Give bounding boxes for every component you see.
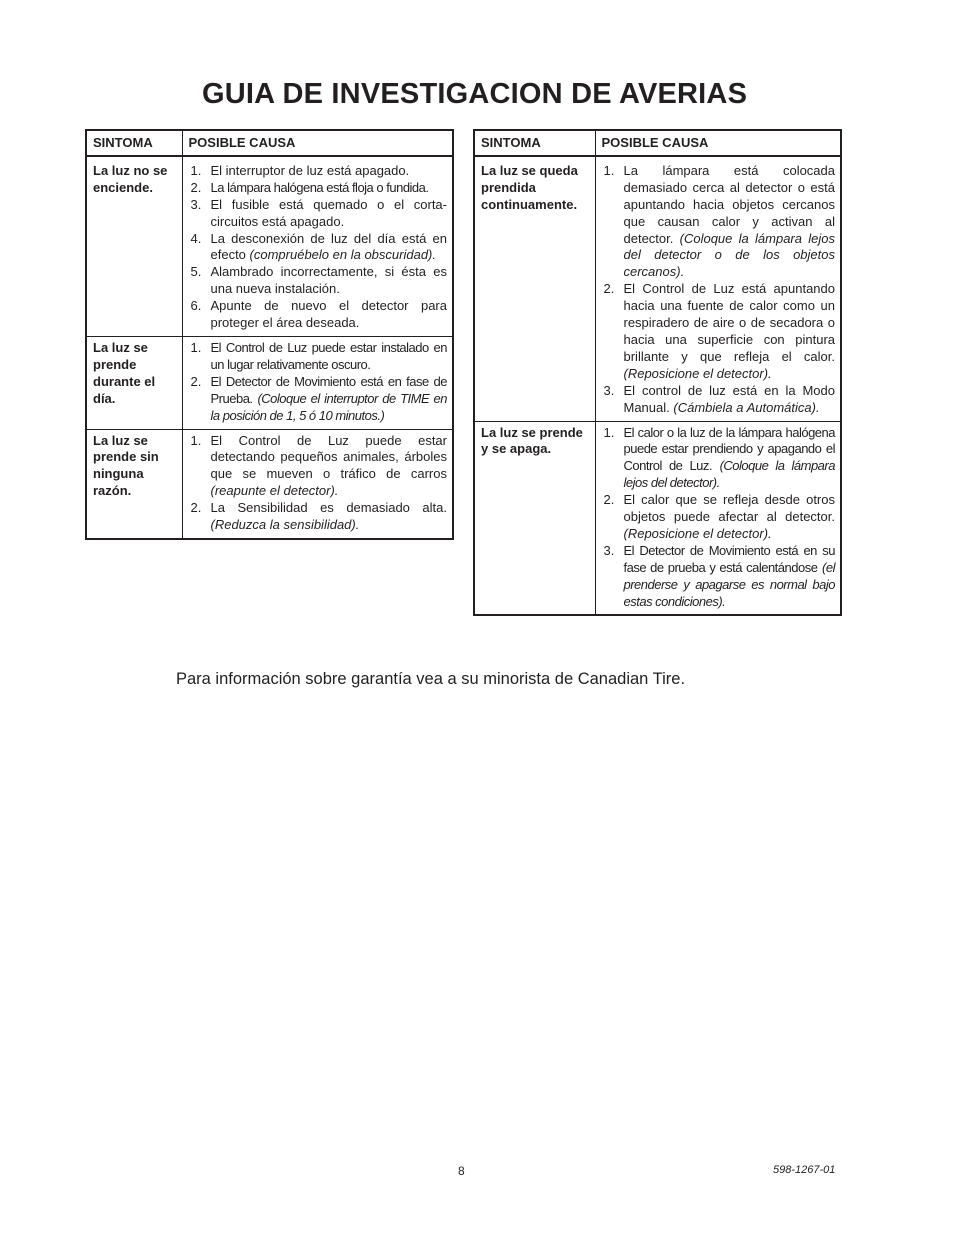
cause-hint: (Reposicione el detector). <box>623 525 772 541</box>
cause-item <box>188 197 448 231</box>
cause-item <box>188 340 448 374</box>
table-row <box>474 421 841 615</box>
cause-item <box>601 425 836 493</box>
symptom-header: SINTOMA <box>86 130 182 156</box>
cause-number: 1. <box>190 432 202 448</box>
cause-number: 2. <box>190 500 202 516</box>
cause-number: 4. <box>190 230 202 246</box>
cause-text: El Control de Luz puede estar detectando pequeños animales, árboles que se mueven o tráfico de carros <box>210 432 447 482</box>
cause-hint: (reapunte el detector). <box>210 483 339 499</box>
cause-header: POSIBLE CAUSA <box>595 130 841 156</box>
page-number: 8 <box>458 1164 465 1178</box>
cause-item <box>188 264 448 298</box>
cause-text: El calor que se refleja desde otros objetos puede afectar al detector. <box>623 492 835 525</box>
cause-text: Alambrado incorrectamente, si ésta es una nueva instalación. <box>210 264 447 297</box>
cause-hint: (Reduzca la sensibilidad). <box>210 517 360 533</box>
cause-number: 2. <box>190 179 202 195</box>
cause-text: El calor o la luz de la lámpara halógena puede estar prendiendo y apagando el Control de Luz. <box>623 424 835 474</box>
cause-text: El control de luz está en la Modo Manual. <box>623 382 835 415</box>
cause-hint: (compruébelo en la obscuridad). <box>249 247 436 263</box>
cause-list <box>188 340 448 425</box>
table-row <box>86 160 453 337</box>
cause-text: La desconexión de luz del día está en efecto <box>210 230 447 263</box>
cause-number: 5. <box>190 264 202 280</box>
cause-text: La Sensibilidad es demasiado alta. <box>210 500 447 516</box>
symptom-cell: La luz se prende y se apaga. <box>474 421 595 615</box>
cause-text: La lámpara halógena está floja o fundida. <box>210 179 429 195</box>
cause-hint: (el prenderse y apagarse es normal bajo estas condiciones). <box>623 559 835 609</box>
cause-text: El Control de Luz puede estar instalado en un lugar relativamente oscuro. <box>210 339 447 372</box>
cause-item <box>601 163 836 281</box>
cause-hint: (Coloque el interruptor de TIME en la posición de 1, 5 ó 10 minutos.) <box>210 390 447 423</box>
cause-number: 3. <box>603 382 615 398</box>
cause-hint: (Coloque la lámpara lejos del detector). <box>623 458 835 491</box>
page-title: GUIA DE INVESTIGACION DE AVERIAS <box>202 78 748 110</box>
symptom-cell: La luz no se enciende. <box>86 160 182 337</box>
cause-text: El interruptor de luz está apagado. <box>210 162 410 178</box>
cause-text: El fusible está quemado o el corta-circuitos está apagado. <box>210 196 447 229</box>
table-row <box>86 429 453 539</box>
cause-item <box>601 281 836 382</box>
cause-item <box>601 383 836 417</box>
symptom-header: SINTOMA <box>474 130 595 156</box>
cause-list <box>601 163 836 417</box>
cause-cell <box>182 429 453 539</box>
warranty-note: Para información sobre garantía vea a su minorista de Canadian Tire. <box>176 670 686 688</box>
cause-text: El Detector de Movimiento está en su fase de prueba y está calentándose <box>623 542 835 575</box>
cause-number: 1. <box>603 162 615 178</box>
table-row <box>86 336 453 429</box>
cause-header: POSIBLE CAUSA <box>182 130 453 156</box>
cause-text: El Detector de Movimiento está en fase de Prueba. <box>210 373 447 406</box>
cause-number: 3. <box>190 196 202 212</box>
cause-text: Apunte de nuevo el detector para proteger el área deseada. <box>210 298 447 331</box>
cause-number: 1. <box>603 424 615 440</box>
cause-item <box>601 492 836 543</box>
cause-item <box>188 180 448 197</box>
document-code: 598-1267-01 <box>773 1164 836 1176</box>
cause-cell <box>182 160 453 337</box>
cause-list <box>188 433 448 534</box>
cause-number: 2. <box>603 281 615 297</box>
cause-text: El Control de Luz está apuntando hacia una fuente de calor como un respiradero de aire o de secadora o hacia una superficie con pintura brillante y que refleja el calor. <box>623 281 835 364</box>
cause-cell <box>595 160 841 421</box>
cause-hint: (Reposicione el detector). <box>623 365 772 381</box>
cause-hint: (Cámbiela a Automática). <box>673 399 820 415</box>
cause-item <box>188 163 448 180</box>
cause-cell <box>182 336 453 429</box>
symptom-cell: La luz se prende sin ninguna razón. <box>86 429 182 539</box>
cause-item <box>601 543 836 611</box>
cause-number: 6. <box>190 298 202 314</box>
cause-item <box>188 374 448 425</box>
cause-number: 1. <box>190 162 202 178</box>
troubleshooting-table-left <box>85 129 454 540</box>
troubleshooting-table-right <box>473 129 842 616</box>
symptom-cell: La luz se queda prendida continuamente. <box>474 160 595 421</box>
symptom-cell: La luz se prende durante el día. <box>86 336 182 429</box>
table-row <box>474 160 841 421</box>
cause-cell <box>595 421 841 615</box>
cause-number: 3. <box>603 542 615 558</box>
cause-number: 1. <box>190 339 202 355</box>
cause-text: La lámpara está colocada demasiado cerca al detector o está apuntando hacia objetos cercanos que causan calor y activan al detector. <box>623 162 835 246</box>
cause-item <box>188 433 448 501</box>
cause-item <box>188 231 448 265</box>
cause-item <box>188 298 448 332</box>
cause-item <box>188 500 448 534</box>
cause-number: 2. <box>603 492 615 508</box>
cause-list <box>188 163 448 332</box>
cause-number: 2. <box>190 373 202 389</box>
cause-hint: (Coloque la lámpara lejos del detector o de los objetos cercanos). <box>623 230 835 280</box>
cause-list <box>601 425 836 611</box>
